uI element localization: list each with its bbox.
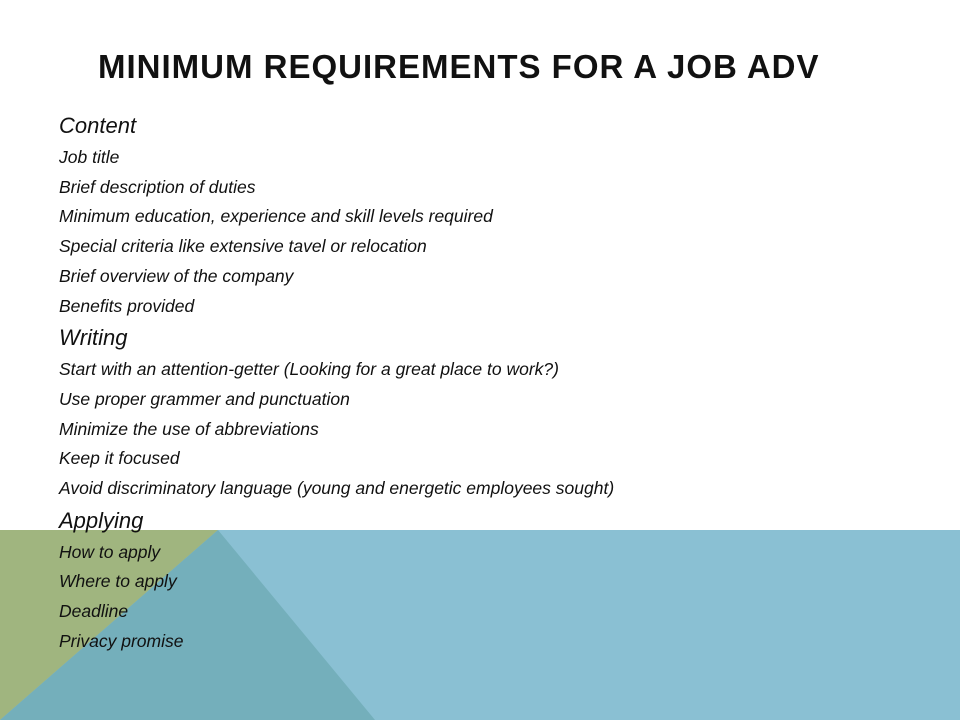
section-heading: Writing (59, 325, 128, 351)
section-content (59, 109, 939, 321)
list-item: Use proper grammer and punctuation (59, 388, 350, 409)
list-item: Minimize the use of abbreviations (59, 418, 319, 439)
list-item: Brief description of duties (59, 176, 256, 197)
list-item: Deadline (59, 601, 129, 622)
list-item: Avoid discriminatory language (young and energetic employees sought) (59, 478, 615, 499)
slide-body (59, 109, 939, 657)
list-item: Keep it focused (59, 448, 180, 469)
list-item: Start with an attention-getter (Looking for a great place to work?) (59, 359, 559, 380)
section-heading: Content (59, 113, 137, 138)
list-item: Special criteria like extensive tavel or relocation (59, 236, 427, 257)
list-item: Privacy promise (59, 630, 184, 651)
section-writing (59, 321, 939, 504)
list-item: Where to apply (59, 571, 177, 592)
slide-title: MINIMUM REQUIREMENTS FOR A JOB ADV (98, 48, 820, 85)
list-item: Benefits provided (59, 295, 195, 316)
list-item: Job title (59, 147, 120, 167)
list-item: How to apply (59, 541, 161, 562)
section-applying (59, 504, 939, 657)
list-item: Minimum education, experience and skill levels required (59, 206, 493, 227)
list-item: Brief overview of the company (59, 265, 294, 286)
section-heading: Applying (59, 507, 144, 533)
